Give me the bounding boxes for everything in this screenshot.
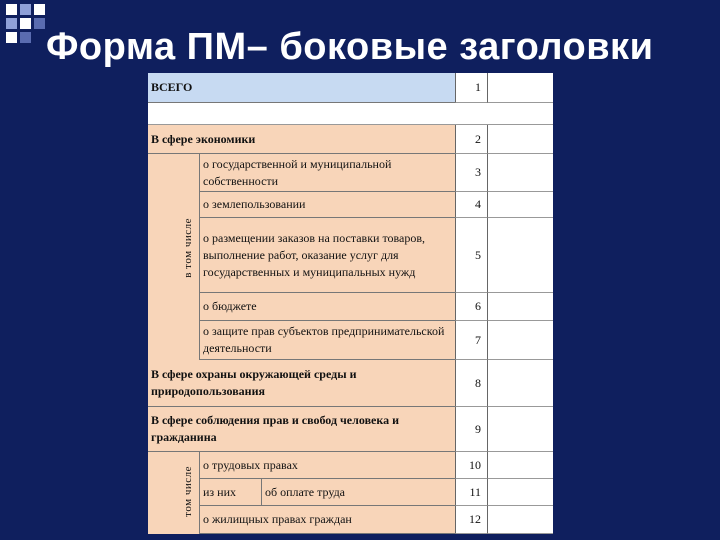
row-number: 7 xyxy=(455,321,487,360)
group-label-vertical: в том числе xyxy=(182,218,194,278)
group-label-vertical: том числе xyxy=(182,466,194,517)
row-number: 3 xyxy=(455,154,487,192)
table-row-label: В сфере экономики xyxy=(148,125,455,154)
table-row-label: В сфере охраны окружающей среды и природопользования xyxy=(148,360,455,407)
table-row-label: о бюджете xyxy=(200,293,455,321)
row-number: 12 xyxy=(455,506,487,534)
form-table xyxy=(148,73,553,534)
table-row-label: о государственной и муниципальной собственности xyxy=(200,154,455,192)
value-cell xyxy=(487,125,553,154)
blank-row xyxy=(148,103,553,125)
value-cell xyxy=(487,506,553,534)
table-row-label: о жилищных правах граждан xyxy=(200,506,455,534)
row-number: 6 xyxy=(455,293,487,321)
table-row-label: из них xyxy=(200,479,262,506)
value-cell xyxy=(487,192,553,218)
table-row-sublabel: об оплате труда xyxy=(262,479,455,506)
table-row-label: о защите прав субъектов предпринимательской деятельности xyxy=(200,321,455,360)
row-number: 11 xyxy=(455,479,487,506)
row-number: 10 xyxy=(455,452,487,479)
value-cell xyxy=(487,154,553,192)
total-label: ВСЕГО xyxy=(148,73,455,103)
row-number: 2 xyxy=(455,125,487,154)
value-cell xyxy=(487,293,553,321)
table-row-label: о размещении заказов на поставки товаров, выполнение работ, оказание услуг для государственных и муниципальных нужд xyxy=(200,218,455,293)
value-cell xyxy=(487,218,553,293)
row-number: 1 xyxy=(455,73,487,103)
value-cell xyxy=(487,479,553,506)
value-cell xyxy=(487,73,553,103)
row-number: 4 xyxy=(455,192,487,218)
slide-title: Форма ПМ– боковые заголовки xyxy=(46,26,654,68)
row-number: 9 xyxy=(455,407,487,452)
value-cell xyxy=(487,452,553,479)
value-cell xyxy=(487,407,553,452)
table-row-label: В сфере соблюдения прав и свобод человека и гражданина xyxy=(148,407,455,452)
table-row-label: о трудовых правах xyxy=(200,452,455,479)
value-cell xyxy=(487,321,553,360)
row-number: 5 xyxy=(455,218,487,293)
row-number: 8 xyxy=(455,360,487,407)
value-cell xyxy=(487,360,553,407)
table-row-label: о землепользовании xyxy=(200,192,455,218)
